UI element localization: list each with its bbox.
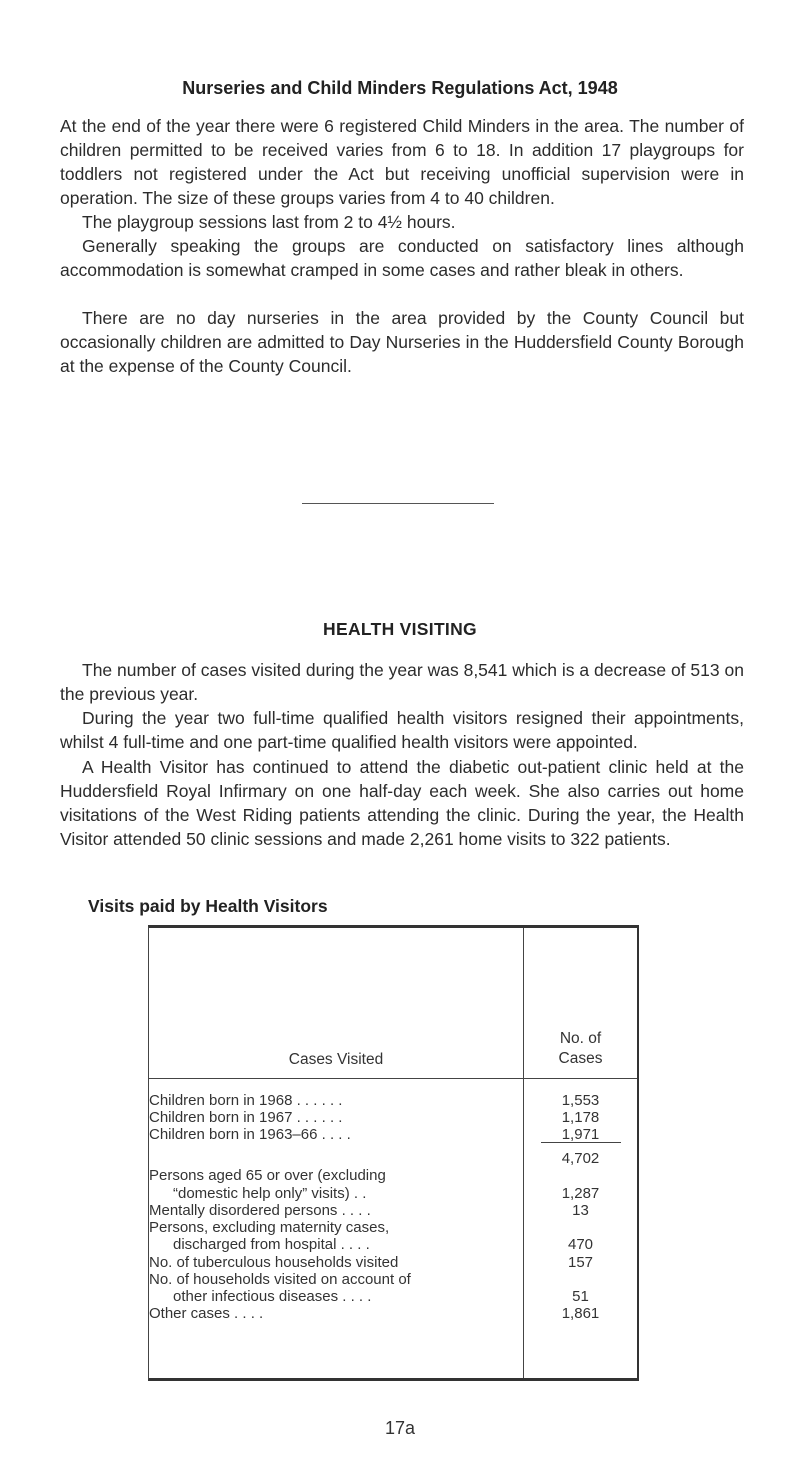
column-header-cases-visited: Cases Visited xyxy=(288,1051,384,1068)
paragraph-diabetic-clinic: A Health Visitor has continued to attend the diabetic out-patient clinic held at the Huddersfield Royal Infirmary on one half-day each week. She also carries out home visitations of the West Riding patients attending the clinic. During the year, the Health Visitor attended 50 clinic sessions and made 2,261 home visits to 322 patients. xyxy=(60,757,744,849)
page-heading: Nurseries and Child Minders Regulations Act, 1948 xyxy=(182,78,618,98)
table-row-label: No. of households visited on account of xyxy=(149,1271,411,1288)
column-header-line: Cases xyxy=(558,1050,603,1067)
paragraph-cases-visited: The number of cases visited during the year was 8,541 which is a decrease of 513 on the previous year. xyxy=(60,660,744,704)
subtotal-rule xyxy=(541,1142,621,1143)
header-divider xyxy=(149,1078,637,1079)
section-divider xyxy=(302,503,494,504)
table-row-value: 13 xyxy=(572,1202,589,1219)
page-number: 17a xyxy=(384,1418,416,1438)
table-row-value: 1,287 xyxy=(561,1185,600,1202)
table-row-label: Persons aged 65 or over (excluding xyxy=(149,1167,386,1184)
visits-table xyxy=(148,925,639,1381)
paragraph-staffing: During the year two full-time qualified health visitors resigned their appointments, whilst 4 full-time and one part-time qualified health visitors were appointed. xyxy=(60,708,744,752)
column-header-line: No. of xyxy=(559,1030,602,1047)
table-row-label: Children born in 1967 . . . . . . xyxy=(149,1109,343,1126)
table-subtotal: 4,702 xyxy=(561,1150,600,1167)
paragraph-groups-conducted: Generally speaking the groups are conducted on satisfactory lines although accommodation is somewhat cramped in some cases and rather bleak in others. xyxy=(60,236,744,280)
table-row-label: Mentally disordered persons . . . . xyxy=(149,1202,371,1219)
section-title: HEALTH VISITING xyxy=(323,619,477,639)
table-row-value: 1,553 xyxy=(561,1092,600,1109)
column-header-no-of-cases xyxy=(524,1029,637,1069)
table-title: Visits paid by Health Visitors xyxy=(88,896,328,916)
table-row-label-continued: “domestic help only” visits) . . xyxy=(173,1185,367,1202)
table-row-value: 470 xyxy=(567,1236,594,1253)
table-row-value: 1,178 xyxy=(561,1109,600,1126)
table-row-label: Children born in 1963–66 . . . . xyxy=(149,1126,351,1143)
table-row-value: 1,971 xyxy=(561,1126,600,1143)
table-row-label-continued: other infectious diseases . . . . xyxy=(173,1288,372,1305)
table-row-value: 1,861 xyxy=(561,1305,600,1322)
paragraph-playgroup-sessions: The playgroup sessions last from 2 to 4½ hours. xyxy=(82,212,456,232)
table-row-label: No. of tuberculous households visited xyxy=(149,1254,399,1271)
table-row-label: Other cases . . . . xyxy=(149,1305,264,1322)
table-row-label-continued: discharged from hospital . . . . xyxy=(173,1236,370,1253)
table-row-value: 157 xyxy=(567,1254,594,1271)
table-row-value: 51 xyxy=(572,1288,589,1305)
table-row-label: Children born in 1968 . . . . . . xyxy=(149,1092,343,1109)
paragraph-day-nurseries: There are no day nurseries in the area provided by the County Council but occasionally children are admitted to Day Nurseries in the Huddersfield County Borough at the expense of the County Council. xyxy=(60,308,744,376)
paragraph-child-minders: At the end of the year there were 6 registered Child Minders in the area. The number of children permitted to be received varies from 6 to 18. In addition 17 playgroups for toddlers not registered under the Act but receiving unofficial supervision were in operation. The size of these groups varies from 4 to 40 children. xyxy=(60,116,744,208)
table-row-label: Persons, excluding maternity cases, xyxy=(149,1219,390,1236)
